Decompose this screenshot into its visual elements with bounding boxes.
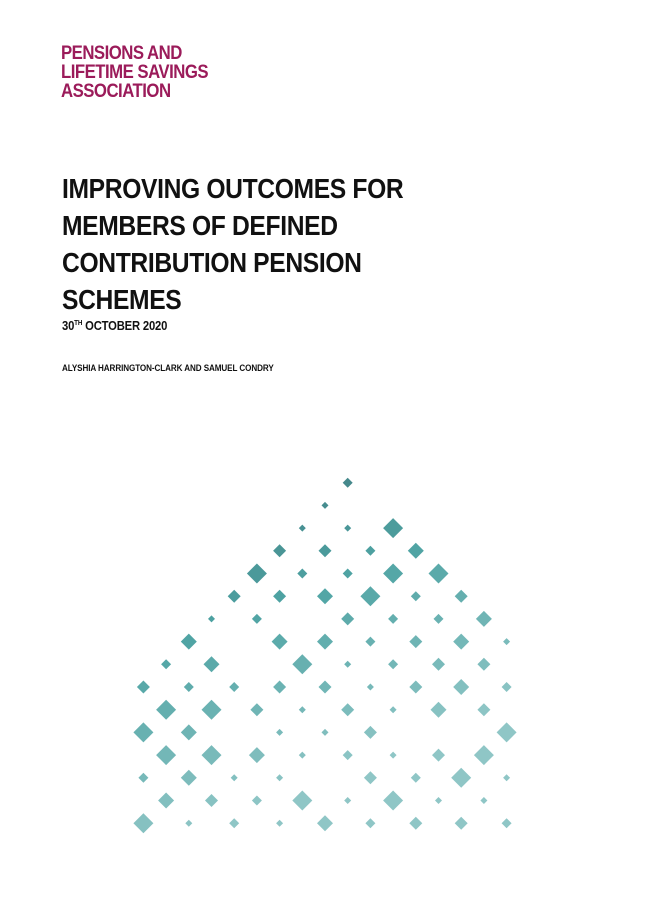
- pattern-diamond: [365, 546, 375, 556]
- pattern-diamond: [292, 654, 312, 674]
- pattern-diamond: [476, 611, 492, 627]
- pattern-diamond: [503, 638, 510, 645]
- pattern-diamond: [228, 590, 241, 603]
- pattern-diamond: [229, 818, 239, 828]
- logo-line-2: LIFETIME SAVINGS: [61, 61, 209, 83]
- authors: ALYSHIA HARRINGTON-CLARK AND SAMUEL CONDRY: [62, 363, 274, 373]
- pattern-diamond: [411, 773, 421, 783]
- pattern-diamond: [455, 817, 468, 830]
- pattern-diamond: [409, 635, 422, 648]
- pattern-diamond: [292, 791, 312, 811]
- pattern-diamond: [250, 703, 263, 716]
- pattern-diamond: [341, 703, 354, 716]
- pattern-diamond: [364, 726, 377, 739]
- pattern-diamond: [319, 681, 332, 694]
- pattern-diamond: [299, 752, 306, 759]
- pattern-diamond: [138, 773, 148, 783]
- pattern-diamond: [390, 706, 397, 713]
- pattern-diamond: [133, 722, 153, 742]
- pattern-diamond: [435, 797, 442, 804]
- pattern-diamond: [204, 656, 220, 672]
- title-line-1: IMPROVING OUTCOMES FOR: [62, 173, 404, 204]
- pattern-diamond: [388, 614, 398, 624]
- date-rest: OCTOBER 2020: [82, 319, 168, 333]
- pattern-diamond: [344, 661, 351, 668]
- pattern-diamond: [319, 544, 332, 557]
- pattern-diamond: [322, 502, 329, 509]
- pattern-diamond: [453, 634, 469, 650]
- pattern-diamond: [184, 682, 194, 692]
- title-line-4: SCHEMES: [62, 284, 182, 315]
- pattern-diamond: [502, 818, 512, 828]
- pattern-diamond: [317, 815, 333, 831]
- pattern-diamond: [364, 771, 377, 784]
- pattern-diamond: [480, 797, 487, 804]
- pattern-diamond: [343, 569, 353, 579]
- pattern-diamond: [343, 478, 353, 488]
- pattern-diamond: [343, 750, 353, 760]
- pattern-diamond: [322, 729, 329, 736]
- pattern-diamond: [208, 615, 215, 622]
- pattern-diamond: [156, 745, 176, 765]
- pattern-diamond: [272, 634, 288, 650]
- pattern-diamond: [297, 569, 307, 579]
- pattern-diamond: [432, 749, 445, 762]
- pattern-diamond: [383, 518, 403, 538]
- pattern-diamond: [432, 658, 445, 671]
- pattern-diamond: [360, 586, 380, 606]
- pattern-diamond: [503, 774, 510, 781]
- pattern-diamond: [455, 590, 468, 603]
- pattern-diamond: [451, 768, 471, 788]
- logo-line-1: PENSIONS AND: [61, 42, 182, 64]
- pattern-diamond: [252, 614, 262, 624]
- pattern-diamond: [408, 543, 424, 559]
- pattern-diamond: [341, 612, 354, 625]
- pattern-diamond: [276, 774, 283, 781]
- pattern-diamond: [502, 682, 512, 692]
- pattern-diamond: [474, 745, 494, 765]
- pattern-diamond: [158, 793, 174, 809]
- pattern-diamond: [431, 702, 447, 718]
- pattern-diamond: [276, 820, 283, 827]
- pattern-diamond: [276, 729, 283, 736]
- pattern-diamond: [344, 525, 351, 532]
- pattern-diamond: [231, 774, 238, 781]
- pattern-diamond: [317, 588, 333, 604]
- pattern-diamond: [365, 818, 375, 828]
- pattern-diamond: [317, 634, 333, 650]
- pattern-diamond: [133, 813, 153, 833]
- pattern-diamond: [202, 700, 222, 720]
- pattern-diamond: [205, 794, 218, 807]
- pattern-diamond: [383, 791, 403, 811]
- pattern-diamond: [409, 817, 422, 830]
- pattern-diamond: [388, 659, 398, 669]
- pattern-diamond: [429, 564, 449, 584]
- pattern-diamond: [344, 797, 351, 804]
- pattern-diamond: [434, 614, 444, 624]
- pattern-diamond: [273, 544, 286, 557]
- pattern-diamond: [249, 747, 265, 763]
- pattern-diamond: [252, 796, 262, 806]
- pattern-diamond: [181, 634, 197, 650]
- pattern-diamond: [367, 684, 374, 691]
- pattern-diamond: [299, 706, 306, 713]
- date-day: 30: [62, 319, 75, 333]
- pattern-diamond: [299, 525, 306, 532]
- pattern-diamond: [247, 564, 267, 584]
- pattern-diamond: [390, 752, 397, 759]
- pattern-diamond: [229, 682, 239, 692]
- pattern-diamond: [137, 681, 150, 694]
- pattern-diamond: [477, 658, 490, 671]
- pattern-diamond: [365, 637, 375, 647]
- pattern-diamond: [185, 820, 192, 827]
- pattern-diamond: [161, 659, 171, 669]
- pattern-diamond: [273, 681, 286, 694]
- logo-line-3: ASSOCIATION: [61, 80, 171, 102]
- title-line-3: CONTRIBUTION PENSION: [62, 247, 362, 278]
- date-suffix: TH: [74, 320, 83, 327]
- pattern-diamond: [453, 679, 469, 695]
- pattern-diamond: [497, 722, 517, 742]
- pattern-diamond: [273, 590, 286, 603]
- pattern-diamond: [411, 591, 421, 601]
- pattern-diamond: [156, 700, 176, 720]
- title-line-2: MEMBERS OF DEFINED: [62, 210, 338, 241]
- pattern-diamond: [477, 703, 490, 716]
- pattern-diamond: [383, 564, 403, 584]
- pattern-diamond: [202, 745, 222, 765]
- pattern-diamond: [181, 770, 197, 786]
- pattern-diamond: [409, 681, 422, 694]
- pattern-diamond: [181, 724, 197, 740]
